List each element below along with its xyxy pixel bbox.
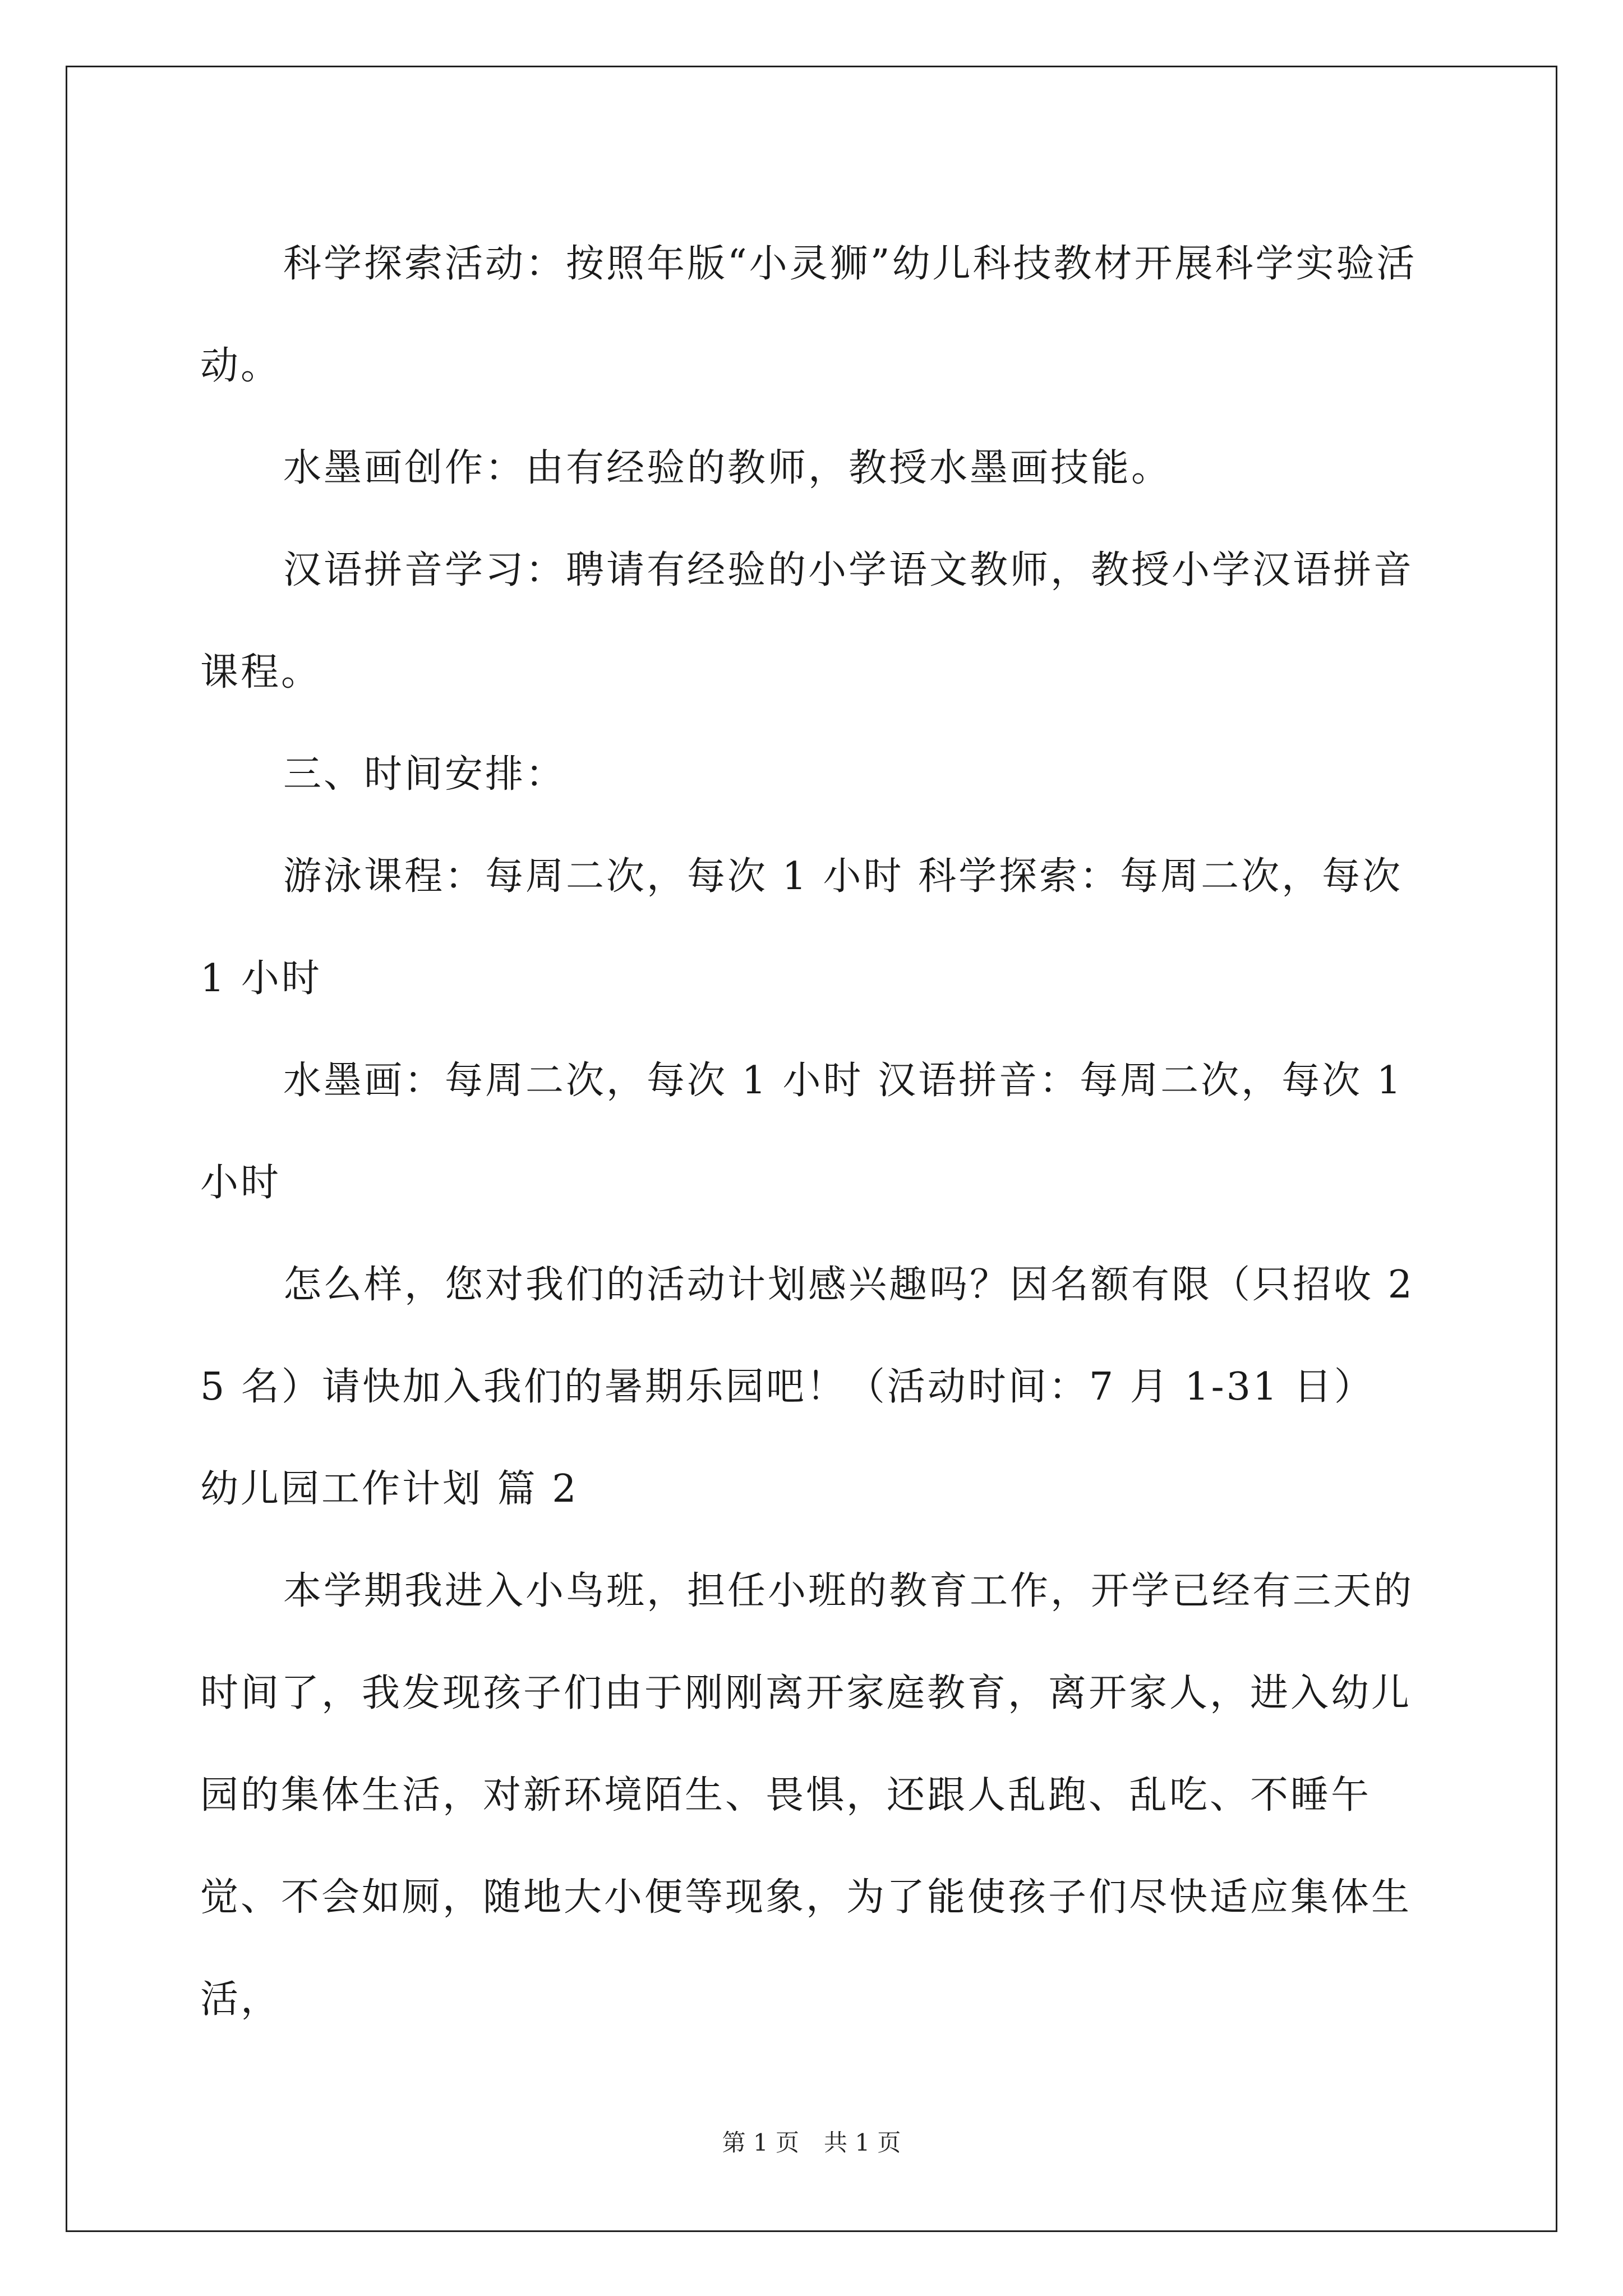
page-footer — [0, 2124, 1623, 2158]
paragraph-pinyin: 汉语拼音学习：聘请有经验的小学语文教师，教授小学汉语拼音课程。 — [200, 548, 1414, 694]
paragraph-schedule-ink-pinyin: 水墨画：每周二次，每次 1 小时 汉语拼音：每周二次，每次 1 小时 — [200, 1059, 1403, 1205]
section-heading: 幼儿园工作计划 篇 2 — [200, 1467, 579, 1511]
paragraph-ink-painting: 水墨画创作：由有经验的教师，教授水墨画技能。 — [283, 446, 1172, 490]
page-number: 第 1 页 — [722, 2129, 799, 2156]
paragraph-section-2: 本学期我进入小鸟班，担任小班的教育工作，开学已经有三天的时间了，我发现孩子们由于刚刚离开家庭教育，离开家人，进入幼儿园的集体生活，对新环境陌生、畏惧，还跟人乱跑、乱吃、不睡午觉、不会如厕，随地大小便等现象，为了能使孩子们尽快适应集体生活， — [200, 1569, 1414, 2022]
page-total: 共 1 页 — [824, 2129, 901, 2156]
paragraph-science: 科学探索活动：按照年版“小灵狮”幼儿科技教材开展科学实验活动。 — [200, 242, 1417, 388]
document-body — [200, 213, 1434, 2051]
paragraph-schedule-swim-science: 游泳课程：每周二次，每次 1 小时 科学探索：每周二次，每次 1 小时 — [200, 854, 1403, 1001]
paragraph-schedule-heading: 三、时间安排： — [283, 752, 566, 797]
paragraph-invitation: 怎么样，您对我们的活动计划感兴趣吗？因名额有限（只招收 25 名）请快加入我们的暑期乐园吧！（活动时间：7 月 1-31 日） — [200, 1263, 1414, 1409]
